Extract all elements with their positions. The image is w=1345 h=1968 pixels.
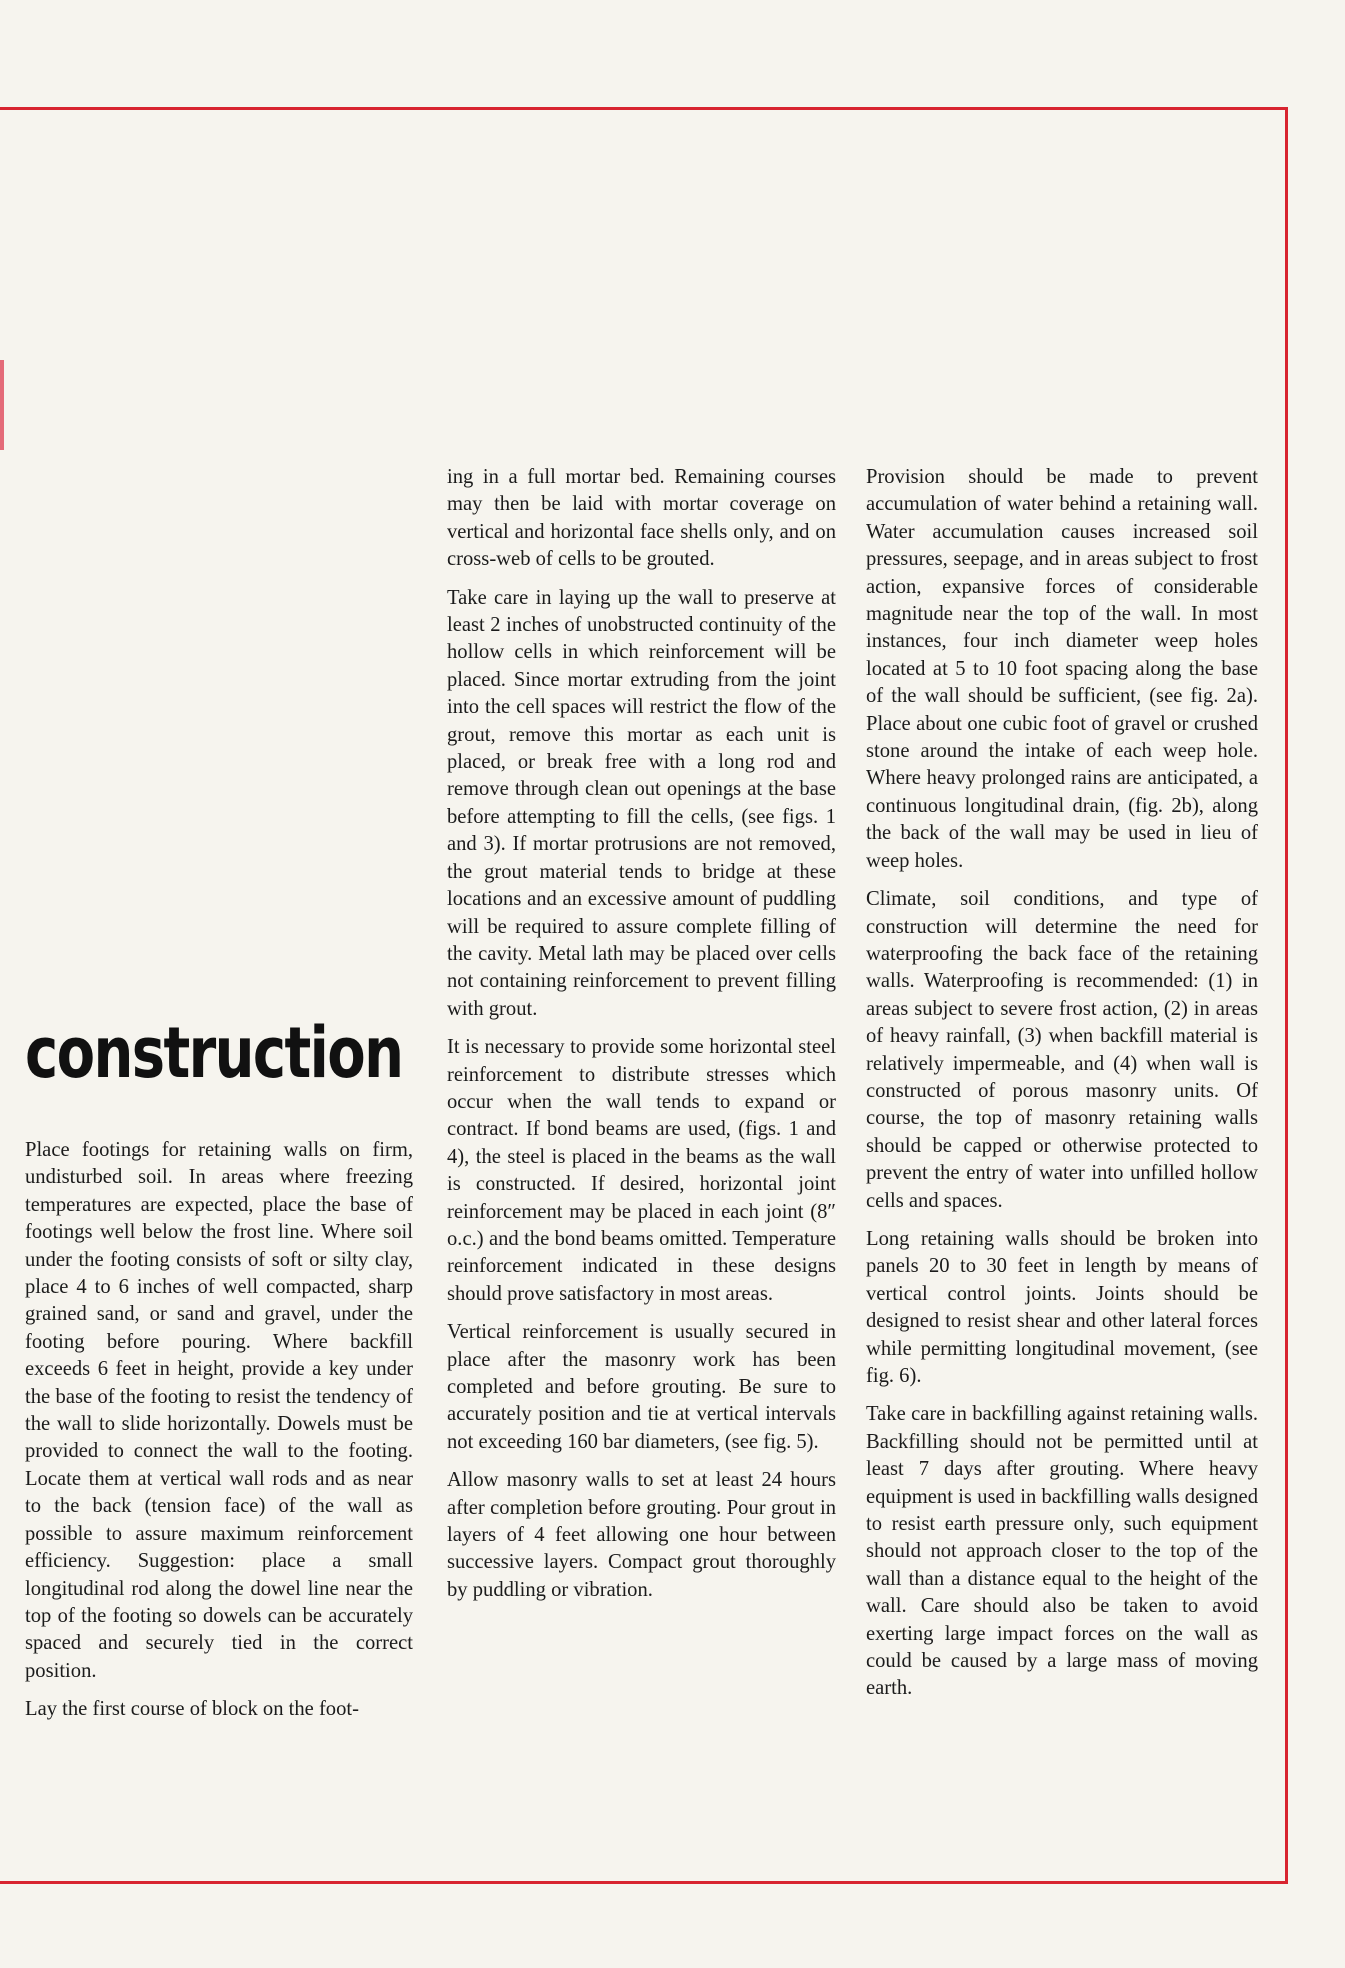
paragraph: Provision should be made to prevent accumulation of water behind a retaining wall. Water accumulation causes increased soil pressures, seepage, and in areas subject to frost action, expansive forces of considerable magnitude near the top of the wall. In most instances, four inch diameter weep holes located at 5 to 10 foot spacing along the base of the wall should be sufficient, (see fig. 2a). Place about one cubic foot of gravel or crushed stone around the intake of each weep hole. Where heavy prolonged rains are anticipated, a continuous longitudinal drain, (fig. 2b), along the back of the wall may be used in lieu of weep holes. bbox=[866, 466, 1258, 872]
section-heading: construction bbox=[25, 1012, 403, 1094]
edge-mark bbox=[0, 360, 4, 450]
paragraph: Place footings for retaining walls on firm, undisturbed soil. In areas where freezing temperatures are expected, place the base of footings well below the frost line. Where soil under the footing consists of soft or silty clay, place 4 to 6 inches of well compacted, sharp grained sand, or sand and gravel, under the footing before pouring. Where backfill exceeds 6 feet in height, provide a key under the base of the footing to resist the tendency of the wall to slide horizontally. Dowels must be provided to connect the wall to the footing. Locate them at vertical wall rods and as near to the back (tension face) of the wall as possible to assure maximum reinforcement efficiency. Suggestion: place a small longitudinal rod along the dowel line near the top of the footing so dowels can be accurately spaced and securely tied in the correct position. bbox=[25, 1139, 413, 1682]
paragraph: Climate, soil conditions, and type of construction will determine the need for waterproofing the back face of the retaining walls. Waterproofing is recommended: (1) in areas subject to severe frost action, (2) in areas of heavy rainfall, (3) when backfill material is relatively impermeable, and (4) when wall is constructed of porous masonry units. Of course, the top of masonry retaining walls should be capped or otherwise protected to prevent the entry of water into unfilled hollow cells and spaces. bbox=[866, 888, 1258, 1212]
paragraph: Take care in laying up the wall to preserve at least 2 inches of unobstructed continuity of the hollow cells in which reinforcement will be placed. Since mortar extruding from the joint into the cell spaces will restrict the flow of the grout, remove this mortar as each unit is placed, or break free with a long rod and remove through clean out openings at the base before attempting to fill the cells, (see figs. 1 and 3). If mortar protrusions are not removed, the grout material tends to bridge at these locations and an excessive amount of puddling will be required to assure complete filling of the cavity. Metal lath may be placed over cells not containing reinforcement to prevent filling with grout. bbox=[447, 586, 836, 1020]
paragraph: Long retaining walls should be broken into panels 20 to 30 feet in length by means of vertical control joints. Joints should be designed to resist shear and other lateral forces while permitting longitudinal movement, (see fig. 6). bbox=[866, 1227, 1258, 1387]
paragraph: Lay the first course of block on the foot- bbox=[25, 1698, 359, 1721]
text-column-2 bbox=[447, 464, 836, 1615]
paragraph: Allow masonry walls to set at least 24 hours after completion before grouting. Pour grout in layers of 4 feet allowing one hour between successive layers. Compact grout thoroughly by puddling or vibration. bbox=[447, 1469, 836, 1601]
paragraph: ing in a full mortar bed. Remaining courses may then be laid with mortar coverage on vertical and horizontal face shells only, and on cross-web of cells to be grouted. bbox=[447, 466, 836, 571]
text-column-1 bbox=[25, 1137, 413, 1735]
paragraph: It is necessary to provide some horizontal steel reinforcement to distribute stresses which occur when the wall tends to expand or contract. If bond beams are used, (figs. 1 and 4), the steel is placed in the beams as the wall is constructed. If desired, horizontal joint reinforcement may be placed in each joint (8″ o.c.) and the bond beams omitted. Temperature reinforcement indicated in these designs should prove satisfactory in most areas. bbox=[447, 1036, 836, 1305]
text-column-3 bbox=[866, 464, 1258, 1714]
paragraph: Vertical reinforcement is usually secured in place after the masonry work has been completed and before grouting. Be sure to accurately position and tie at vertical intervals not exceeding 160 bar diameters, (see fig. 5). bbox=[447, 1321, 836, 1453]
paragraph: Take care in backfilling against retaining walls. Backfilling should not be permitted until at least 7 days after grouting. Where heavy equipment is used in backfilling walls designed to resist earth pressure only, such equipment should not approach closer to the top of the wall than a distance equal to the height of the wall. Care should also be taken to avoid exerting large impact forces on the wall as could be caused by a large mass of moving earth. bbox=[866, 1403, 1258, 1700]
